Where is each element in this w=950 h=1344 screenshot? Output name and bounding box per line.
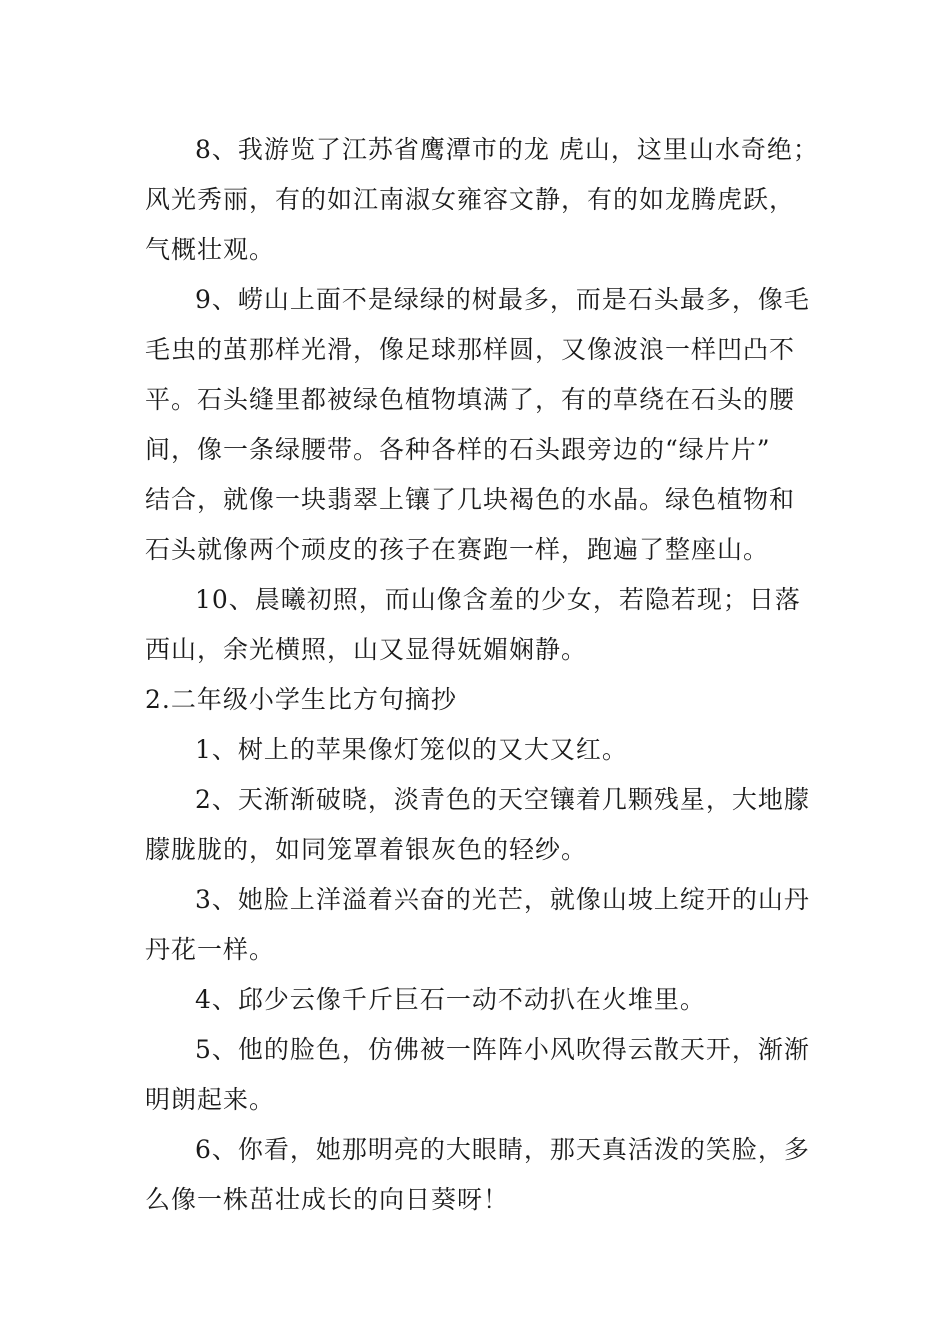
sentence-3-line-2: 丹花一样。 [145,935,276,964]
sentence-5-line-2: 明朗起来。 [145,1085,276,1114]
paragraph-9-line-4: 间，像一条绿腰带。各种各样的石头跟旁边的“绿片片” [145,435,771,464]
sentence-2-line-2: 朦胧胧的，如同笼罩着银灰色的轻纱。 [145,835,588,864]
sentence-6-line-1: 6、你看，她那明亮的大眼睛，那天真活泼的笑脸，多 [195,1135,810,1164]
paragraph-9-line-3: 平。石头缝里都被绿色植物填满了，有的草绕在石头的腰 [145,385,796,414]
paragraph-8-line-1: 8、我游览了江苏省鹰潭市的龙 虎山，这里山水奇绝； [195,135,819,164]
paragraph-9-line-1: 9、崂山上面不是绿绿的树最多，而是石头最多，像毛 [195,285,810,314]
sentence-2-line-1: 2、天渐渐破晓，淡青色的天空镶着几颗残星，大地朦 [195,785,810,814]
sentence-5-line-1: 5、他的脸色，仿佛被一阵阵小风吹得云散天开，渐渐 [195,1035,810,1064]
paragraph-8-line-2: 风光秀丽，有的如江南淑女雍容文静，有的如龙腾虎跃， [145,185,796,214]
paragraph-8-line-3: 气概壮观。 [145,235,276,264]
paragraph-10-line-2: 西山，余光横照，山又显得妩媚娴静。 [145,635,588,664]
paragraph-10-line-1: 10、晨曦初照，而山像含羞的少女，若隐若现；日落 [195,585,801,614]
sentence-4: 4、邱少云像千斤巨石一动不动扒在火堆里。 [195,985,706,1014]
paragraph-9-line-2: 毛虫的茧那样光滑，像足球那样圆，又像波浪一样凹凸不 [145,335,796,364]
paragraph-9-line-6: 石头就像两个顽皮的孩子在赛跑一样，跑遍了整座山。 [145,535,770,564]
sentence-3-line-1: 3、她脸上洋溢着兴奋的光芒，就像山坡上绽开的山丹 [195,885,810,914]
paragraph-9-line-5: 结合，就像一块翡翠上镶了几块褐色的水晶。绿色植物和 [145,485,796,514]
sentence-1: 1、树上的苹果像灯笼似的又大又红。 [195,735,628,764]
section-heading: 2.二年级小学生比方句摘抄 [145,685,457,714]
sentence-6-line-2: 么像一株茁壮成长的向日葵呀！ [145,1185,510,1214]
